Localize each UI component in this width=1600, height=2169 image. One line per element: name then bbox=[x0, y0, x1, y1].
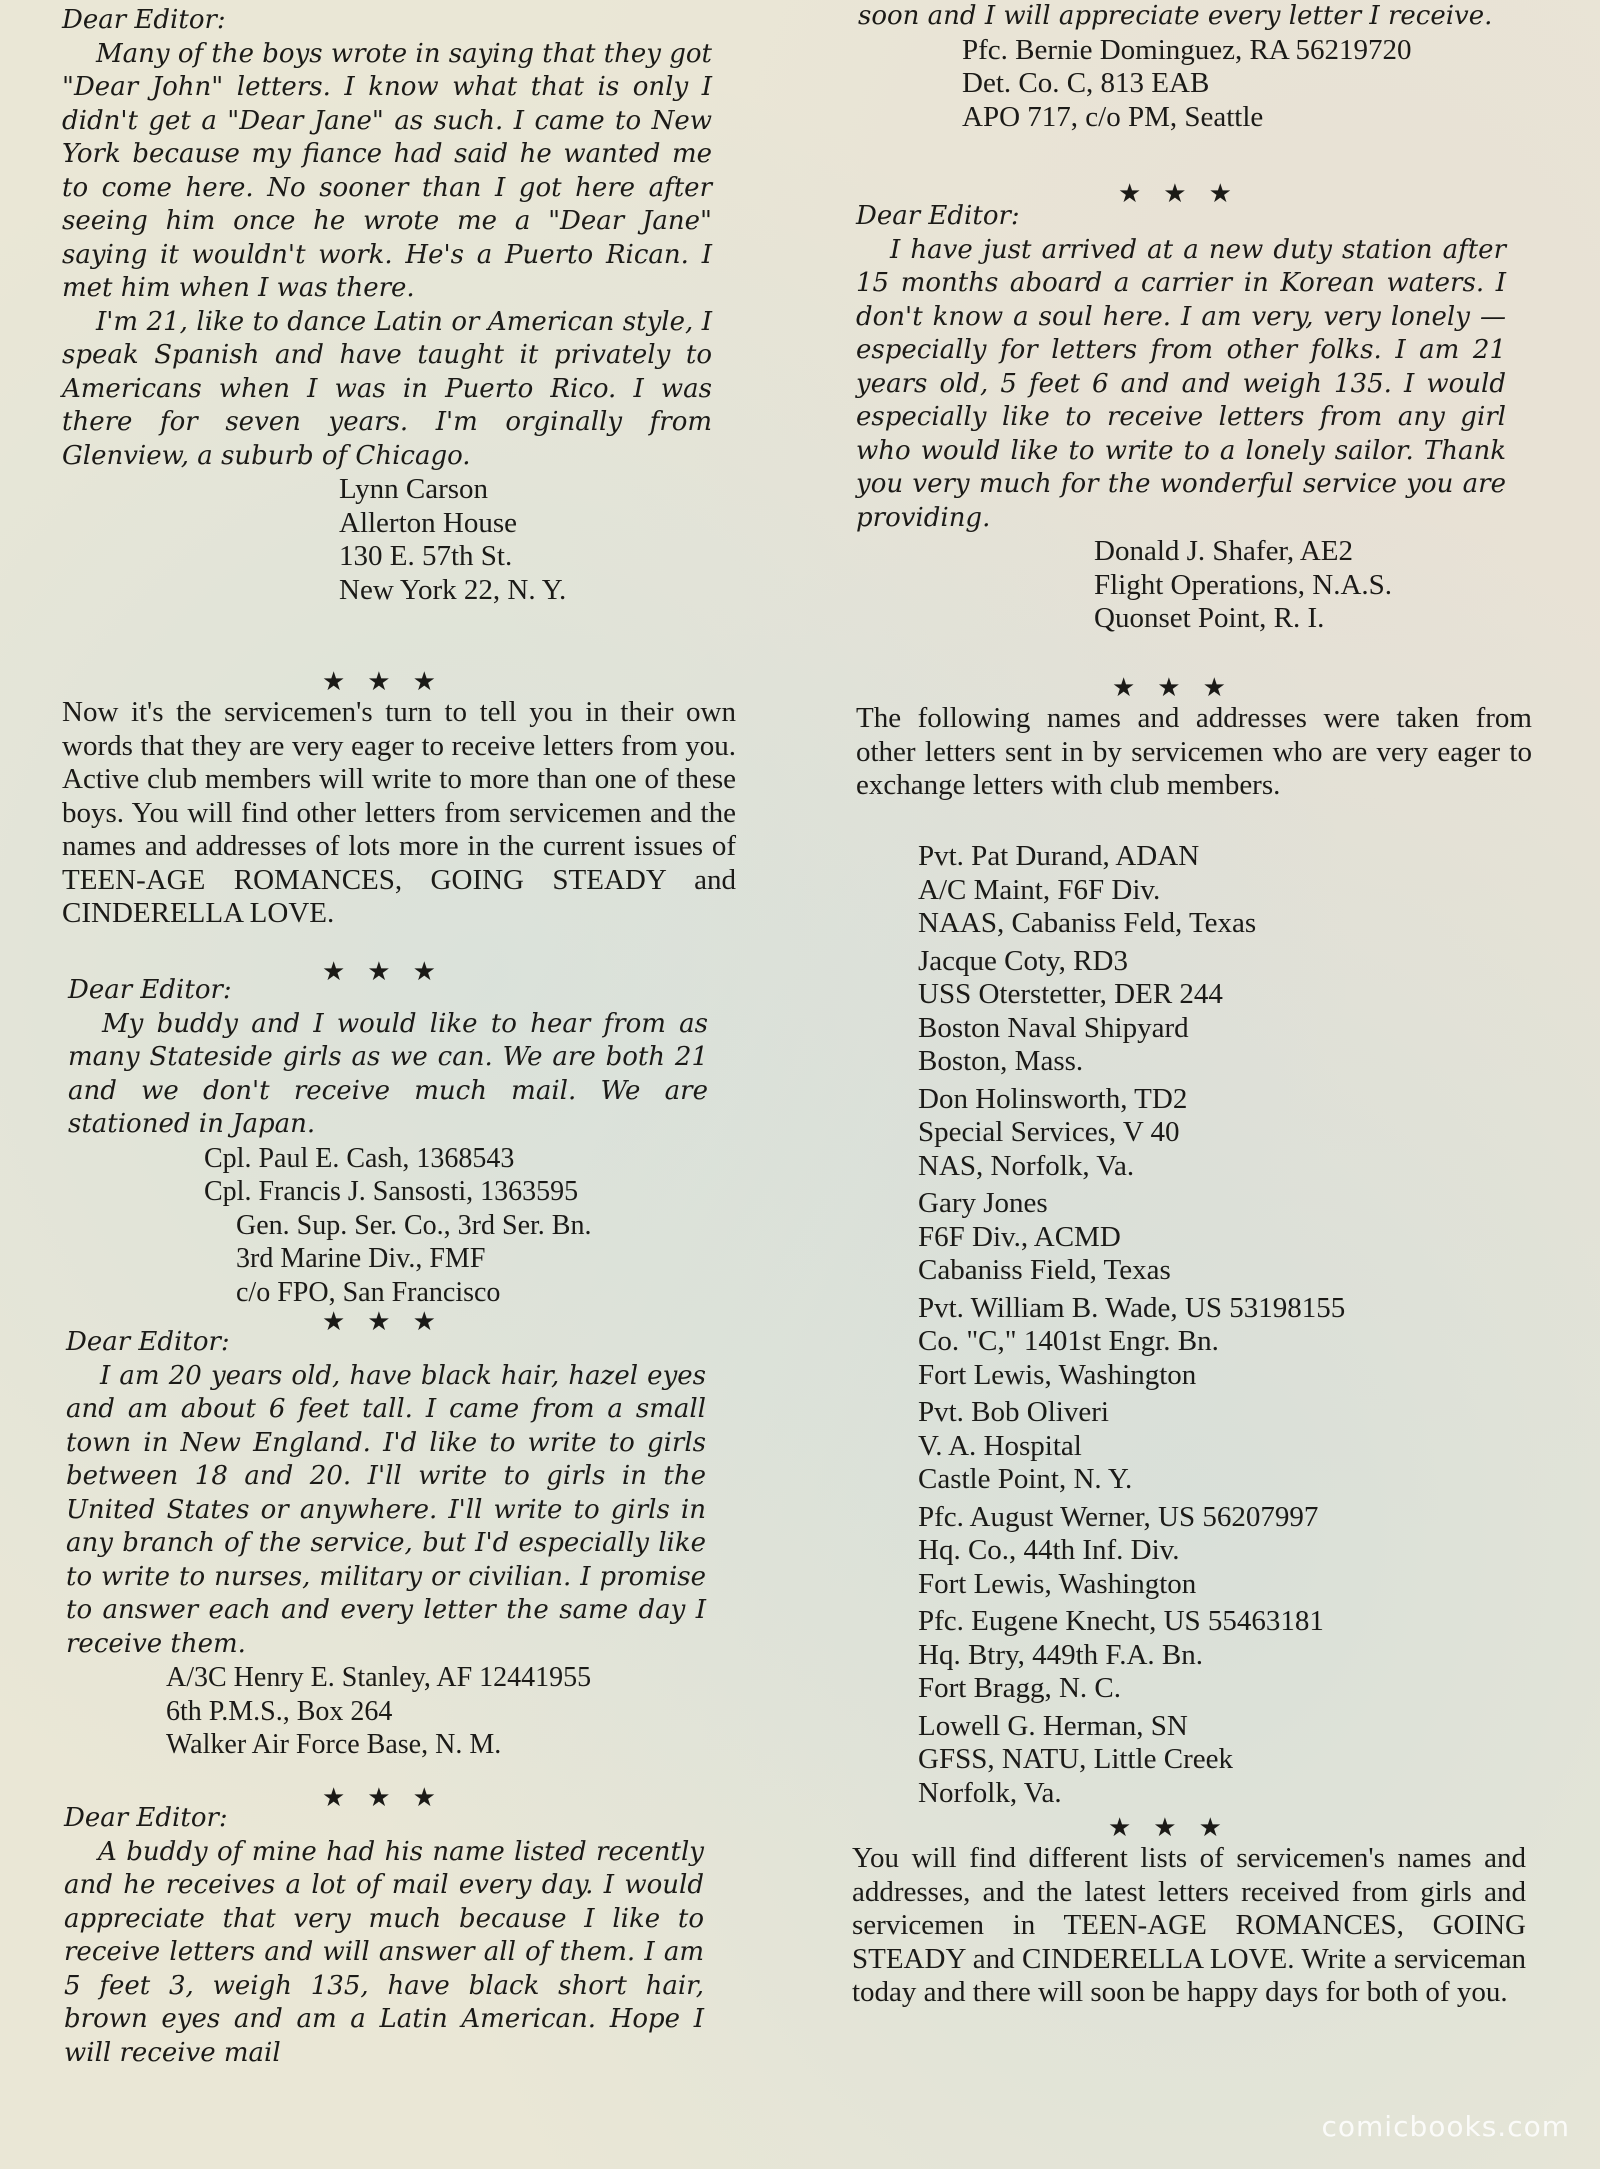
address-line: Pfc. Eugene Knecht, US 55463181 bbox=[918, 1605, 1324, 1637]
address-line: F6F Div., ACMD bbox=[918, 1220, 1121, 1253]
star-divider: ★★★ bbox=[1118, 179, 1254, 209]
address-line: Special Services, V 40 bbox=[918, 1116, 1180, 1148]
servicemen-address-list bbox=[918, 840, 1538, 1810]
sender-address bbox=[166, 1661, 706, 1762]
address-line: USS Oterstetter, DER 244 bbox=[918, 978, 1223, 1010]
address-line: 6th P.M.S., Box 264 bbox=[166, 1695, 393, 1727]
address-line: Cabaniss Field, Texas bbox=[918, 1254, 1171, 1286]
address-line: Boston, Mass. bbox=[918, 1045, 1084, 1077]
watermark: comicbooks.com bbox=[1321, 2110, 1570, 2143]
salutation: Dear Editor: bbox=[64, 1803, 228, 1833]
address-line: Jacque Coty, RD3 bbox=[918, 944, 1128, 977]
letter-paragraph: I'm 21, like to dance Latin or American style, I speak Spanish and have taught it privately to Americans when I was in Puerto Rico. I was there for seven years. I'm orginally from Glenview, a suburb of Chicago. bbox=[62, 306, 712, 471]
address-entry bbox=[918, 840, 1538, 941]
address-line: Hq. Btry, 449th F.A. Bn. bbox=[918, 1638, 1204, 1671]
star-divider: ★★★ bbox=[322, 1783, 458, 1813]
letter-paragraph: I am 20 years old, have black hair, hazel eyes and am about 6 feet tall. I came from a small town in New England. I'd like to write to girls between 18 and 20. I'll write to girls in the United States or anywhere. I'll write to girls in any branch of the service, but I'd especially like to write to nurses, military or civilian. I promise to answer each and every letter the same day I receive them. bbox=[66, 1360, 706, 1659]
address-line: Flight Operations, N.A.S. bbox=[1094, 568, 1393, 601]
address-line: Pvt. Pat Durand, ADAN bbox=[918, 840, 1200, 872]
address-line: Fort Bragg, N. C. bbox=[918, 1672, 1121, 1704]
sender-address bbox=[339, 473, 712, 607]
letter-paragraph: My buddy and I would like to hear from as many Stateside girls as we can. We are both 21 and we don't receive much mail. We are stationed in Japan. bbox=[68, 1008, 708, 1139]
star-divider: ★★★ bbox=[322, 667, 458, 697]
address-entry bbox=[918, 1083, 1538, 1184]
address-entry bbox=[918, 1710, 1538, 1811]
servicemen-intro: Now it's the servicemen's turn to tell you in their own words that they are very eager to receive letters from you. Active club members will write to more than one of these boys. You will find other letters from servicemen and the names and addresses of lots more in the current issues of TEEN-AGE ROMANCES, GOING STEADY and CINDERELLA LOVE. bbox=[62, 696, 736, 929]
salutation: Dear Editor: bbox=[66, 1327, 230, 1357]
address-line: Lynn Carson bbox=[339, 473, 489, 505]
address-line: Castle Point, N. Y. bbox=[918, 1463, 1133, 1495]
address-line: 3rd Marine Div., FMF bbox=[236, 1243, 486, 1274]
address-line: NAS, Norfolk, Va. bbox=[918, 1149, 1135, 1182]
address-line: Pvt. William B. Wade, US 53198155 bbox=[918, 1291, 1346, 1324]
address-line: A/3C Henry E. Stanley, AF 12441955 bbox=[166, 1662, 592, 1693]
letter-dominguez-continued bbox=[858, 0, 1508, 134]
address-line: Quonset Point, R. I. bbox=[1094, 602, 1325, 634]
names-list-intro: The following names and addresses were taken from other letters sent in by servicemen who are very eager to exchange letters with club members. bbox=[856, 702, 1532, 801]
address-line: Pvt. Bob Oliveri bbox=[918, 1396, 1109, 1428]
address-line: Boston Naval Shipyard bbox=[918, 1011, 1189, 1044]
address-line: Cpl. Paul E. Cash, 1368543 bbox=[204, 1142, 515, 1174]
letter-stanley bbox=[66, 1326, 706, 1762]
closing-note: You will find different lists of servicemen's names and addresses, and the latest letters received from girls and servicemen in TEEN-AGE ROMANCES, GOING STEADY and CINDERELLA LOVE. Write a serviceman today and there will soon be happy days for both of you. bbox=[852, 1842, 1526, 2008]
address-line: V. A. Hospital bbox=[918, 1429, 1082, 1462]
address-line: NAAS, Cabaniss Feld, Texas bbox=[918, 907, 1257, 939]
address-line: Don Holinsworth, TD2 bbox=[918, 1082, 1188, 1115]
address-line: Fort Lewis, Washington bbox=[918, 1567, 1197, 1600]
letter-paragraph: Many of the boys wrote in saying that they got "Dear John" letters. I know what that is only I didn't get a "Dear Jane" as such. I came to New York because my fiance had said he wanted me to come here. No sooner than I got here after seeing him once he wrote me a "Dear Jane" saying it wouldn't work. He's a Puerto Rican. I met him when I was there. bbox=[62, 38, 712, 303]
letter-paragraph: I have just arrived at a new duty station after 15 months aboard a carrier in Korean waters. I don't know a soul here. I am very, very lonely — especially for letters from other folks. I am 21 years old, 5 feet 6 and and weigh 135. I would especially like to receive letters from any girl who would like to write to a lonely sailor. Thank you very much for the wonderful service you are providing. bbox=[856, 234, 1506, 533]
address-entry bbox=[918, 945, 1538, 1079]
address-line: Gary Jones bbox=[918, 1187, 1048, 1219]
address-line: Fort Lewis, Washington bbox=[918, 1358, 1197, 1391]
address-line: Pfc. Bernie Dominguez, RA 56219720 bbox=[962, 33, 1412, 66]
address-line: Det. Co. C, 813 EAB bbox=[962, 67, 1210, 99]
address-line: Pfc. August Werner, US 56207997 bbox=[918, 1500, 1319, 1533]
address-entry bbox=[918, 1501, 1538, 1602]
salutation: Dear Editor: bbox=[62, 5, 226, 35]
salutation: Dear Editor: bbox=[68, 975, 232, 1005]
address-line: Lowell G. Herman, SN bbox=[918, 1709, 1188, 1742]
address-line: 130 E. 57th St. bbox=[339, 540, 513, 572]
address-line: Donald J. Shafer, AE2 bbox=[1094, 535, 1353, 567]
letter-cash-sansosti bbox=[68, 974, 708, 1309]
letter-paragraph: A buddy of mine had his name listed recently and he receives a lot of mail every day. I would appreciate that very much because I like to receive letters and will answer all of them. I am 5 feet 3, weigh 135, have black short hair, brown eyes and am a Latin American. Hope I will receive mail bbox=[64, 1836, 704, 2068]
sender-address bbox=[962, 34, 1508, 135]
address-line: A/C Maint, F6F Div. bbox=[918, 873, 1161, 906]
star-divider: ★★★ bbox=[322, 1307, 458, 1337]
salutation: Dear Editor: bbox=[856, 201, 1020, 231]
address-line: Hq. Co., 44th Inf. Div. bbox=[918, 1534, 1180, 1566]
address-line: Cpl. Francis J. Sansosti, 1363595 bbox=[204, 1176, 579, 1207]
address-line: c/o FPO, San Francisco bbox=[236, 1276, 501, 1308]
address-line: Allerton House bbox=[339, 506, 517, 539]
star-divider: ★★★ bbox=[1108, 1813, 1244, 1843]
address-line: APO 717, c/o PM, Seattle bbox=[962, 100, 1264, 133]
star-divider: ★★★ bbox=[322, 957, 458, 987]
address-line: Co. "C," 1401st Engr. Bn. bbox=[918, 1325, 1219, 1357]
letter-paragraph: soon and I will appreciate every letter I receive. bbox=[858, 1, 1493, 31]
star-divider: ★★★ bbox=[1112, 673, 1248, 703]
address-entry bbox=[918, 1187, 1538, 1288]
address-line: Gen. Sup. Ser. Co., 3rd Ser. Bn. bbox=[236, 1209, 592, 1241]
sender-address bbox=[1094, 535, 1506, 636]
address-line: Norfolk, Va. bbox=[918, 1776, 1062, 1809]
letter-dominguez bbox=[64, 1802, 704, 2070]
address-line: GFSS, NATU, Little Creek bbox=[918, 1743, 1233, 1775]
address-line: Walker Air Force Base, N. M. bbox=[166, 1729, 502, 1760]
address-line: New York 22, N. Y. bbox=[339, 573, 567, 606]
address-entry bbox=[918, 1605, 1538, 1706]
letter-shafer bbox=[856, 200, 1506, 636]
letter-lynn-carson bbox=[62, 4, 712, 607]
address-entry bbox=[918, 1292, 1538, 1393]
address-entry bbox=[918, 1396, 1538, 1497]
sender-address bbox=[204, 1142, 708, 1310]
